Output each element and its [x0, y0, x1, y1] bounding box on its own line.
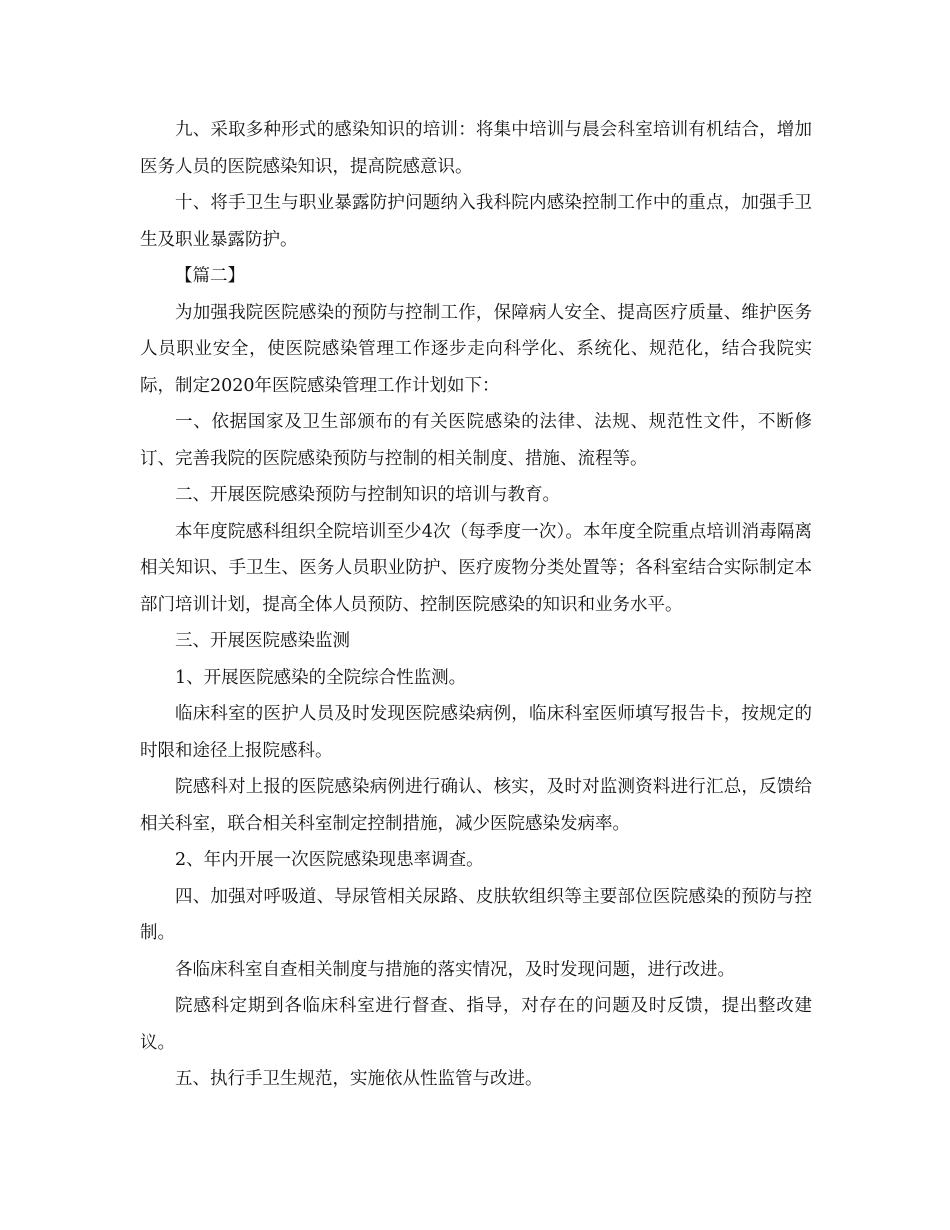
paragraph-subitem-3-2: 2、年内开展一次医院感染现患率调查。: [175, 850, 484, 870]
paragraph-10-hand-hygiene: 十、将手卫生与职业暴露防护问题纳入我科院内感染控制工作中的重点，加强手卫生及职业暴露防护。: [140, 193, 812, 250]
paragraph-item-5: 五、执行手卫生规范，实施依从性监管与改进。: [175, 1069, 543, 1089]
paragraph-item-3: 三、开展医院感染监测: [175, 631, 350, 651]
paragraph-item-4: 四、加强对呼吸道、导尿管相关尿路、皮肤软组织等主要部位医院感染的预防与控制。: [140, 886, 812, 943]
paragraph-intro: 为加强我院医院感染的预防与控制工作，保障病人安全、提高医疗质量、维护医务人员职业安全，使医院感染管理工作逐步走向科学化、系统化、规范化，结合我院实际，制定2020年医院感染管理工作计划如下：: [140, 302, 812, 396]
paragraph-clinical-report: 临床科室的医护人员及时发现医院感染病例，临床科室医师填写报告卡，按规定的时限和途径上报院感科。: [140, 704, 812, 761]
paragraph-self-check: 各临床科室自查相关制度与措施的落实情况，及时发现问题，进行改进。: [175, 959, 735, 980]
paragraph-supervision: 院感科定期到各临床科室进行督查、指导，对存在的问题及时反馈，提出整改建议。: [140, 996, 812, 1053]
paragraph-item-1: 一、依据国家及卫生部颁布的有关医院感染的法律、法规、规范性文件，不断修订、完善我院的医院感染预防与控制的相关制度、措施、流程等。: [140, 412, 812, 469]
paragraph-confirmation: 院感科对上报的医院感染病例进行确认、核实，及时对监测资料进行汇总，反馈给相关科室，联合相关科室制定控制措施，减少医院感染发病率。: [140, 777, 812, 834]
section-heading-part-two: 【篇二】: [175, 266, 245, 286]
document-body: [140, 112, 812, 1098]
paragraph-item-2: 二、开展医院感染预防与控制知识的培训与教育。: [175, 485, 560, 505]
paragraph-9-training: 九、采取多种形式的感染知识的培训：将集中培训与晨会科室培训有机结合，增加医务人员的医院感染知识，提高院感意识。: [140, 120, 812, 177]
paragraph-training-plan: 本年度院感科组织全院培训至少4次（每季度一次）。本年度全院重点培训消毒隔离相关知识、手卫生、医务人员职业防护、医疗废物分类处置等；各科室结合实际制定本部门培训计划，提高全体人员预防、控制医院感染的知识和业务水平。: [140, 521, 812, 615]
paragraph-subitem-3-1: 1、开展医院感染的全院综合性监测。: [175, 667, 467, 688]
